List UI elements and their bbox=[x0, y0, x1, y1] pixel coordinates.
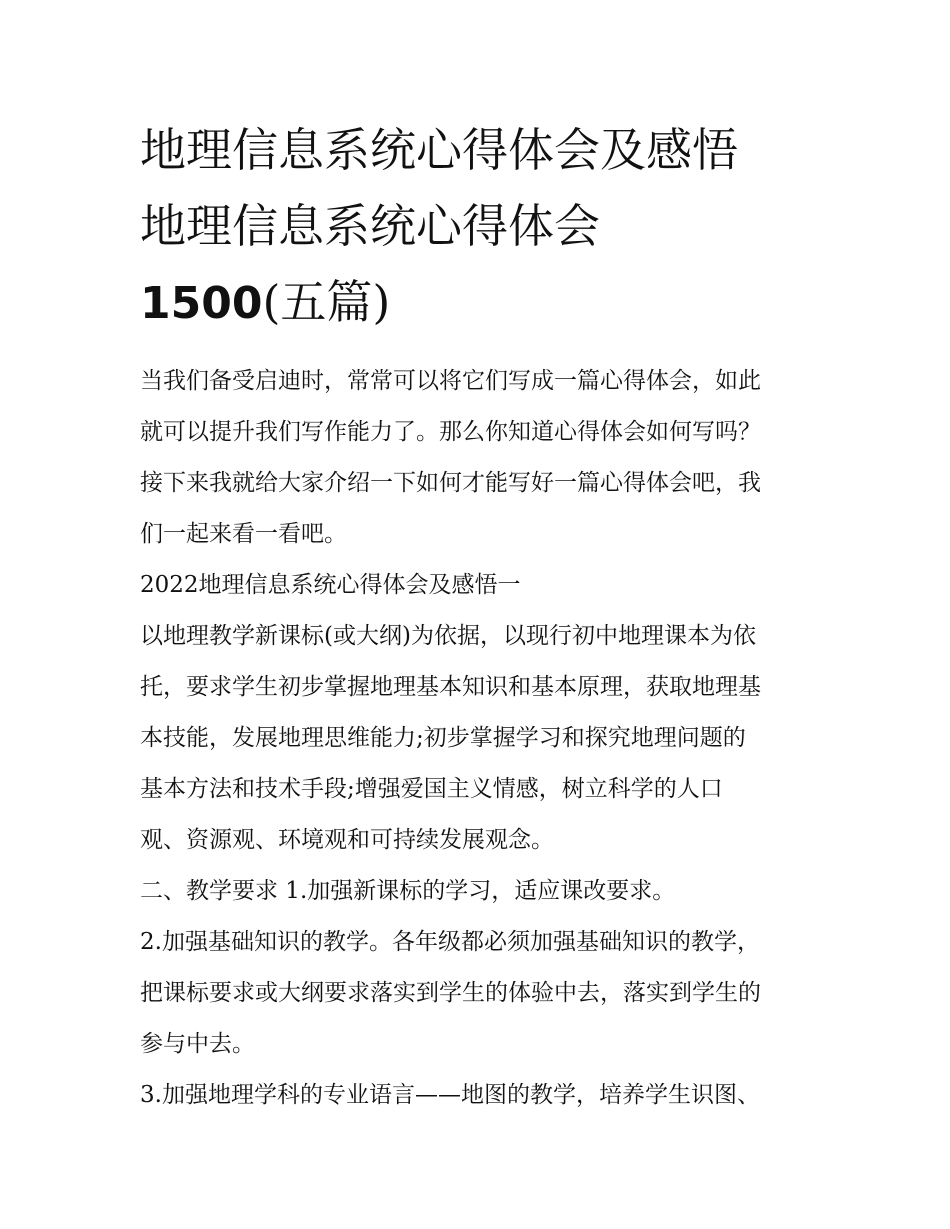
document-body bbox=[140, 356, 820, 1121]
text-line: 2022地理信息系统心得体会及感悟一 bbox=[140, 572, 521, 598]
title-line-3 bbox=[140, 264, 840, 342]
paragraph-goals bbox=[140, 611, 820, 866]
text-line: 观、资源观、环境观和可持续发展观念。 bbox=[140, 827, 554, 853]
title-suffix: (五篇) bbox=[262, 275, 391, 329]
text-line: 托，要求学生初步掌握地理基本知识和基本原理，获取地理基 bbox=[140, 674, 761, 700]
text-line: 二、教学要求 1.加强新课标的学习，适应课改要求。 bbox=[140, 878, 676, 904]
text-line: 当我们备受启迪时，常常可以将它们写成一篇心得体会，如此 bbox=[140, 368, 761, 394]
title-line-1: 地理信息系统心得体会及感悟 bbox=[140, 123, 738, 177]
text-line: 以地理教学新课标(或大纲)为依据，以现行初中地理课本为依 bbox=[140, 623, 756, 649]
text-line: 基本方法和技术手段;增强爱国主义情感，树立科学的人口 bbox=[140, 776, 723, 802]
paragraph-requirements-2 bbox=[140, 917, 820, 1070]
text-line: 把课标要求或大纲要求落实到学生的体验中去，落实到学生的 bbox=[140, 980, 761, 1006]
paragraph-requirements-1 bbox=[140, 866, 820, 917]
text-line: 们一起来看一看吧。 bbox=[140, 521, 347, 547]
paragraph-intro bbox=[140, 356, 820, 560]
text-line: 就可以提升我们写作能力了。那么你知道心得体会如何写吗？ bbox=[140, 419, 761, 445]
text-line: 本技能，发展地理思维能力;初步掌握学习和探究地理问题的 bbox=[140, 725, 746, 751]
title-line-2: 地理信息系统心得体会 bbox=[140, 199, 600, 253]
paragraph-requirements-3 bbox=[140, 1070, 820, 1121]
text-line: 2.加强基础知识的教学。各年级都必须加强基础知识的教学， bbox=[140, 929, 760, 955]
text-line: 3.加强地理学科的专业语言——地图的教学，培养学生识图、 bbox=[140, 1082, 760, 1108]
title-number: 1500 bbox=[140, 278, 263, 329]
document-title bbox=[140, 112, 840, 342]
section-heading-1 bbox=[140, 560, 820, 611]
text-line: 接下来我就给大家介绍一下如何才能写好一篇心得体会吧，我 bbox=[140, 470, 761, 496]
text-line: 参与中去。 bbox=[140, 1031, 255, 1057]
